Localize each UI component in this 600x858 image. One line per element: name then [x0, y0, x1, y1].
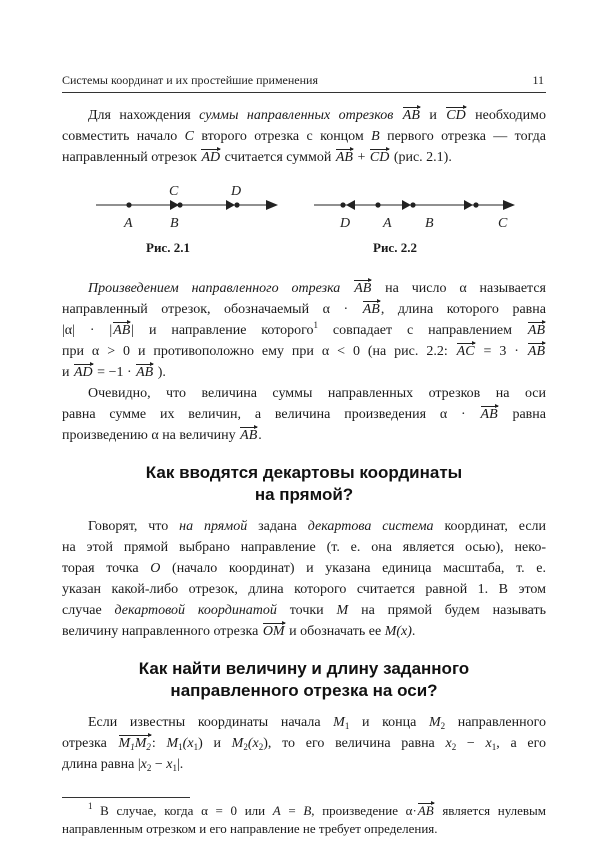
text-line: длина равна $|x_2 - x_1|$.: [62, 757, 184, 773]
text-line: равна сумме их величин, а величина произведения α · AB равна: [62, 407, 547, 422]
text-line: на этой прямой выбрано направление (т. е. она является осью), неко-: [62, 540, 546, 555]
arrowhead: [226, 200, 235, 210]
text-line: $^1$ В случае, когда α = 0 или A = B, произведение α·AB является нулевым: [88, 801, 546, 818]
point-d: [340, 202, 345, 207]
paragraph-obvious: [62, 383, 546, 446]
label-a: A: [124, 216, 133, 231]
page-number: 11: [532, 73, 544, 87]
point-c-end: [473, 202, 478, 207]
vector-ab: AB: [354, 281, 372, 296]
figure-caption-2-1: Рис. 2.1: [146, 240, 190, 255]
text-line: торая точка O (начало координат) и указана единица масштаба, т. е.: [62, 561, 546, 576]
label-d: D: [231, 184, 242, 199]
text-line: |α| · |AB| и направление которого$^1$ совпадает с направлением AB: [62, 320, 545, 338]
paragraph-segment-value: [62, 712, 546, 775]
vector-ad: AD: [74, 365, 93, 380]
text-line: направленный отрезок, обозначаемый α · AB, длина которого равна: [62, 302, 547, 317]
heading-line: Как вводятся декартовы координаты: [145, 463, 463, 482]
text-line: совместить начало C второго отрезка с концом B первого отрезка — тогда: [62, 129, 546, 144]
heading-line: на прямой?: [254, 485, 354, 504]
text-line: Очевидно, что величина суммы направленных отрезков на оси: [88, 386, 546, 401]
label-b: B: [425, 216, 434, 231]
label-c: C: [169, 184, 179, 199]
arrowhead: [464, 200, 473, 210]
text-line: направленный отрезок AD считается суммой AB + CD (рис. 2.1).: [62, 150, 452, 165]
text-line: Если известны координаты начала $M_1$ и конца $M_2$ направленного: [88, 715, 547, 731]
vector-ab: AB: [240, 428, 258, 443]
text-line: и AD = −1 · AB ).: [62, 365, 166, 380]
heading-line: направленного отрезка на оси?: [170, 681, 438, 700]
text-line: произведению α на величину AB.: [62, 428, 262, 443]
vector-ab: AB: [417, 803, 434, 818]
vector-ab: AB: [113, 323, 131, 338]
text-line: направленным отрезком и его направление не требует определения.: [62, 821, 438, 836]
page-column: [62, 0, 546, 858]
label-c: C: [498, 216, 508, 231]
point-b-c: [177, 202, 182, 207]
vector-ab: AB: [480, 407, 498, 422]
figure-2-1: [90, 182, 300, 232]
footnote-rule: [62, 797, 190, 798]
vector-ab: AB: [402, 108, 420, 123]
figure-caption-2-2: Рис. 2.2: [373, 240, 417, 255]
point-b: [410, 202, 415, 207]
text-line: величину направленного отрезка OM и обозначать ее M(x).: [62, 624, 416, 639]
vector-cd: CD: [369, 150, 390, 165]
label-d: D: [340, 216, 351, 231]
text-line: Для нахождения суммы направленных отрезков AB и CD необходимо: [88, 108, 547, 123]
vector-m1m2: $M_1M_2$: [118, 736, 151, 752]
paragraph-cartesian-definition: [62, 516, 546, 642]
axis-arrowhead: [503, 200, 515, 210]
vector-ab: AB: [527, 323, 545, 338]
point-a: [126, 202, 131, 207]
paragraph-sum-definition: [62, 105, 546, 168]
text-line: при α > 0 и противоположно ему при α < 0 (на рис. 2.2: AC = 3 · AB: [62, 344, 545, 359]
running-title: Системы координат и их простейшие применения: [62, 73, 318, 87]
label-a: A: [383, 216, 392, 231]
vector-ab: AB: [335, 150, 353, 165]
text-line: Говорят, что на прямой задана декартова система координат, если: [88, 519, 547, 534]
footnote-mark: 1: [88, 801, 93, 811]
section-heading-segment-length: [62, 658, 546, 702]
emphasis: Произведением направленного отрезка: [88, 281, 341, 296]
figures-row: [62, 182, 546, 270]
running-header: [62, 70, 546, 93]
arrowhead: [346, 200, 355, 210]
footnote: [62, 802, 546, 838]
vector-ab: AB: [527, 344, 545, 359]
text-line: отрезка $M_1M_2$: $M_1(x_1)$ и $M_2(x_2)$, то его величина равна $x_2 - x_1$, а его: [62, 736, 547, 752]
section-heading-cartesian-line: [62, 462, 546, 506]
vector-ac: AC: [456, 344, 475, 359]
point-a: [375, 202, 380, 207]
emphasis: суммы направленных отрезков: [199, 108, 394, 123]
figure-2-2: [310, 182, 530, 232]
arrowhead: [402, 200, 411, 210]
heading-line: Как найти величину и длину заданного: [138, 659, 470, 678]
point-d: [234, 202, 239, 207]
vector-om: OM: [262, 624, 285, 639]
label-b: B: [170, 216, 179, 231]
text-line: случае декартовой координатой точки M на прямой будем называть: [62, 603, 546, 618]
paragraph-product-definition: [62, 278, 546, 383]
text-line: Произведением направленного отрезка AB на число α называется: [88, 281, 546, 296]
axis-arrowhead: [266, 200, 278, 210]
vector-ab: AB: [362, 302, 380, 317]
footnote-ref[interactable]: 1: [313, 320, 319, 330]
vector-cd: CD: [446, 108, 466, 123]
vector-ad: AD: [201, 150, 221, 165]
vector-ab: AB: [136, 365, 154, 380]
text-line: указан какой-либо отрезок, длина которого считается равной 1. В этом: [62, 582, 546, 597]
